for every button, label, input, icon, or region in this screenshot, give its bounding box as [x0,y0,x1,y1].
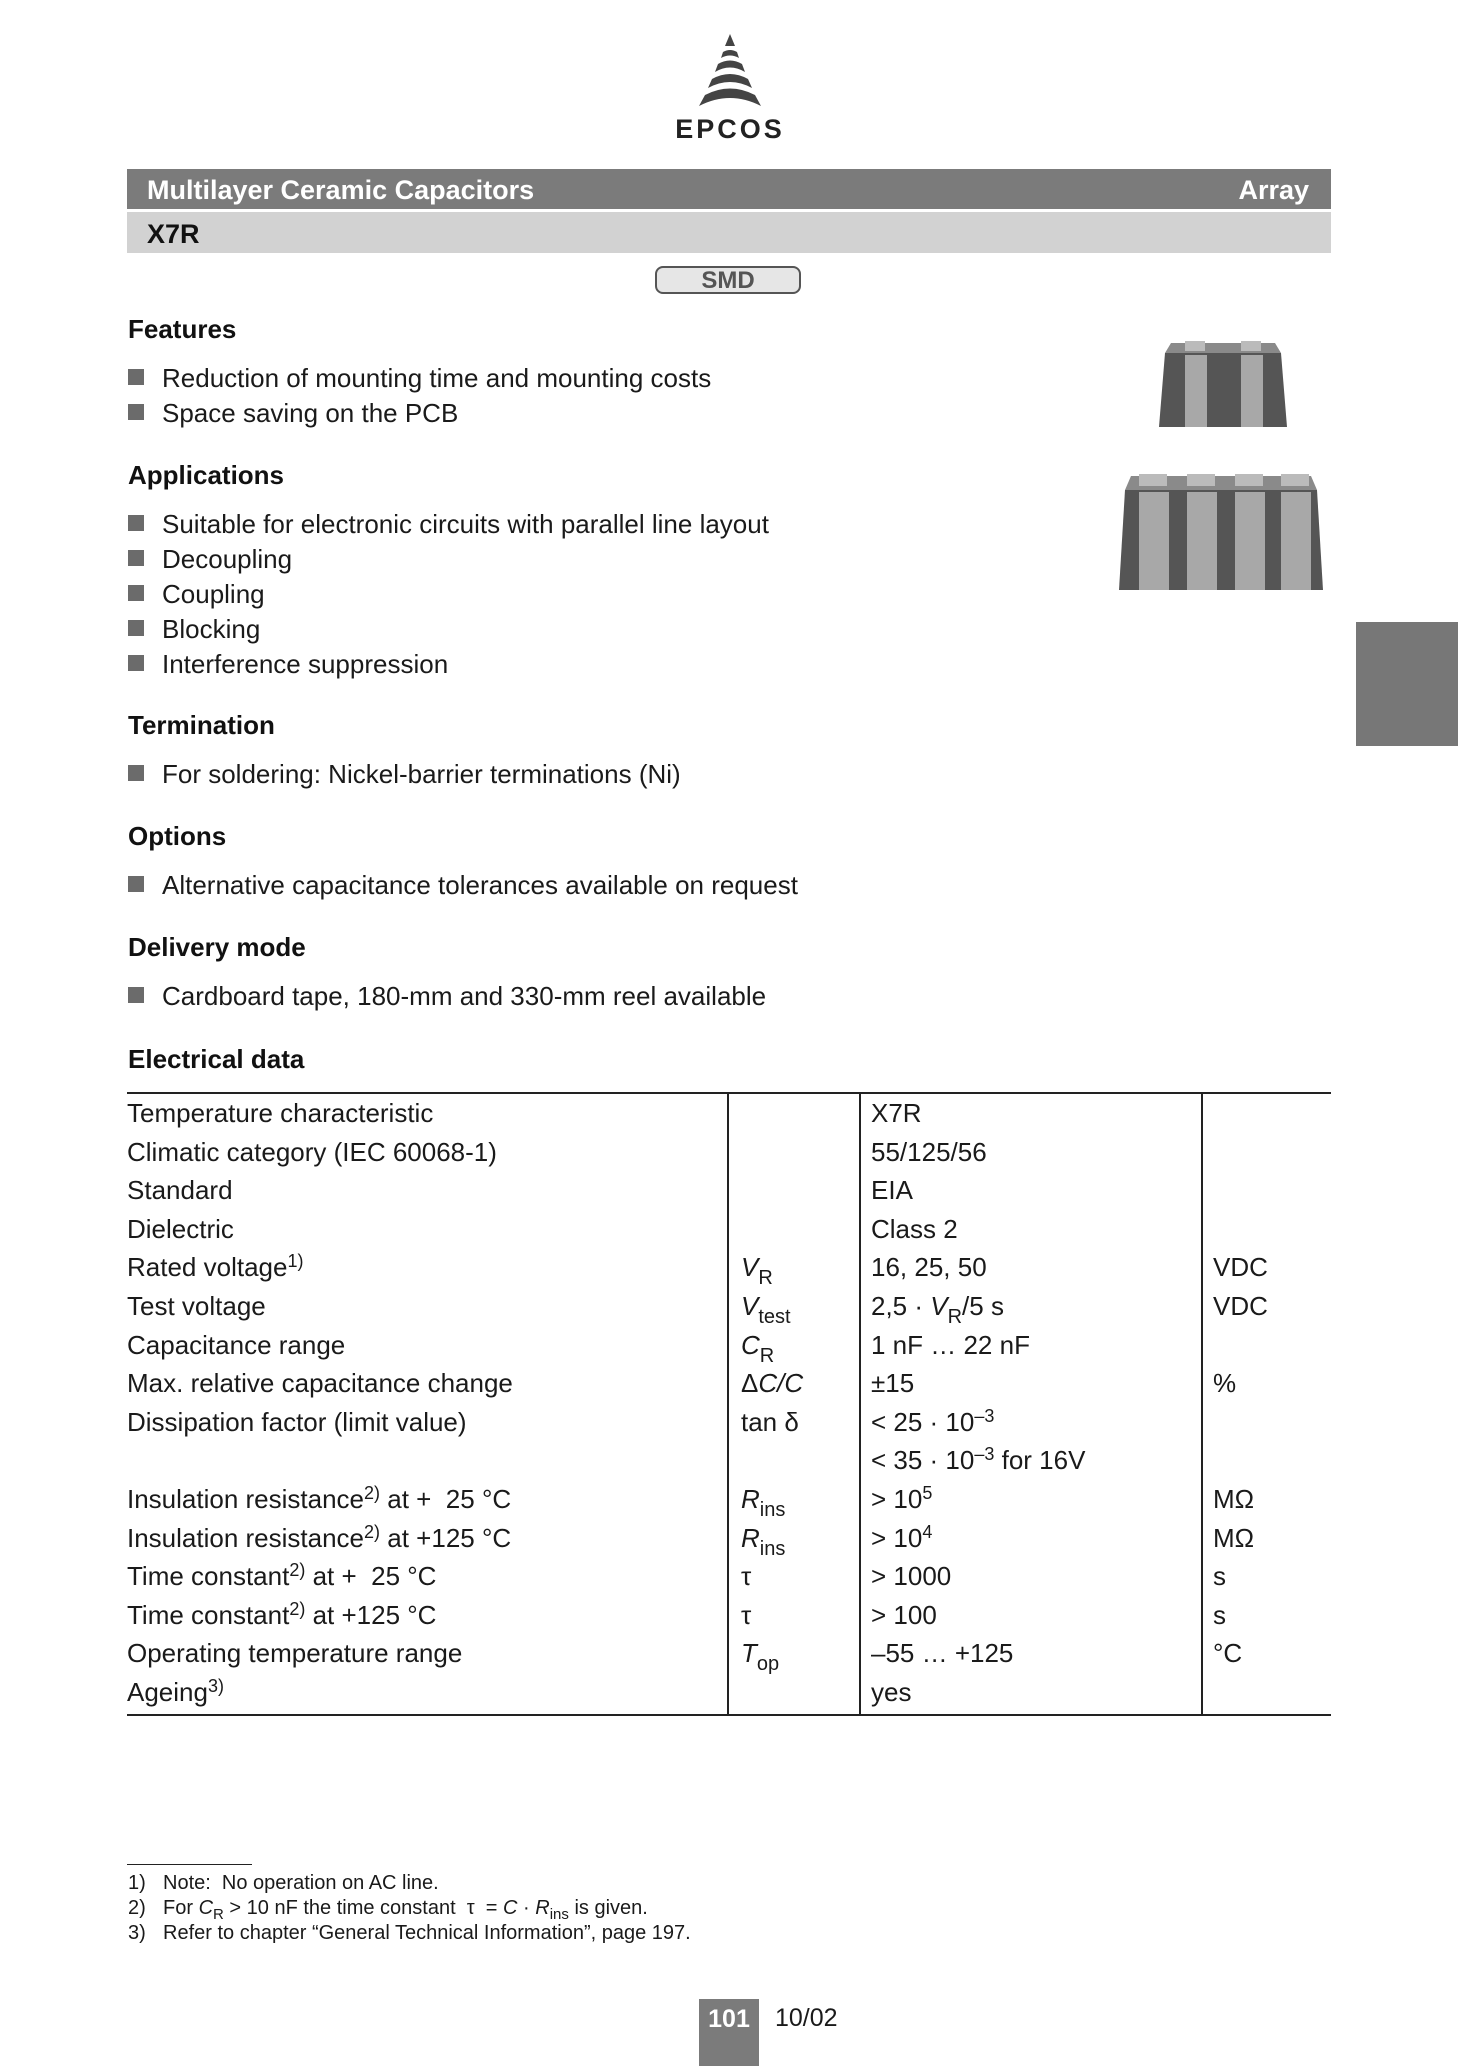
bullet-square-icon [128,369,144,385]
smd-badge-text: SMD [701,267,755,294]
smd-badge [655,265,801,295]
param-label [127,1443,728,1482]
document-title: Multilayer Ceramic Capacitors [147,175,535,205]
param-value: 1 nF … 22 nF [860,1328,1202,1367]
features-heading: Features [128,314,237,344]
param-symbol [728,1135,860,1174]
table-row [127,1173,1331,1212]
table-row [127,1443,1331,1482]
smd-logo-icon [655,265,801,295]
table-row [127,1482,1331,1521]
table-row [127,1405,1331,1444]
list-item: Suitable for electronic circuits with parallel line layout [128,509,769,540]
termination-heading: Termination [128,710,275,740]
param-value: 55/125/56 [860,1135,1202,1174]
param-symbol: τ [728,1598,860,1637]
table-row [127,1135,1331,1174]
param-symbol [728,1173,860,1212]
param-value: –55 … +125 [860,1636,1202,1675]
brand-name: EPCOS [675,114,785,144]
footnote: 2) For $C_R > 10$ nF the time constant $\tau = C \cdot R_{ins}$ is given. [128,1897,648,1923]
list-item: Coupling [128,579,265,610]
applications-heading: Applications [128,460,285,490]
param-value: < $35 \cdot 10^{-3}$ for 16V [860,1443,1202,1482]
bullet-square-icon [128,655,144,671]
param-unit [1202,1328,1331,1367]
document-subtitle: X7R [147,219,200,249]
param-unit: VDC [1213,1252,1268,1283]
param-label: Climatic category (IEC 60068-1) [127,1135,728,1174]
param-unit [1202,1675,1331,1715]
document-category: Array [1238,175,1309,205]
options-heading: Options [128,821,227,851]
page-number: 101 [699,1999,759,2066]
capacitor-array-2-image [1155,335,1291,435]
param-symbol [728,1675,860,1715]
param-symbol [728,1093,860,1135]
param-label: Time constant$^{2)}$ at +125 °C [127,1598,728,1637]
param-label: Max. relative capacitance change [127,1366,728,1405]
param-label: Rated voltage$^{1)}$ [127,1250,728,1289]
bullet-square-icon [128,550,144,566]
param-unit [1202,1093,1331,1135]
electrical-data-heading: Electrical data [128,1044,305,1074]
bullet-square-icon [128,876,144,892]
list-item: For soldering: Nickel-barrier terminations (Ni) [128,759,681,790]
param-unit [1202,1212,1331,1251]
page-date: 10/02 [775,2004,838,2032]
table-row [127,1289,1331,1328]
param-unit [1202,1405,1331,1444]
list-item: Space saving on the PCB [128,398,458,429]
table-row [127,1521,1331,1560]
param-value: > $10^4$ [860,1521,1202,1560]
table-row [127,1250,1331,1289]
param-value: yes [860,1675,1202,1715]
bullet-square-icon [128,515,144,531]
delivery-mode-heading: Delivery mode [128,932,306,962]
param-label: Capacitance range [127,1328,728,1367]
param-unit [1202,1135,1331,1174]
table-row [127,1366,1331,1405]
param-symbol: τ [728,1559,860,1598]
footnote: 3) Refer to chapter “General Technical Information”, page 197. [128,1922,691,1944]
param-value: 16, 25, 50 [860,1250,1202,1289]
table-row [127,1559,1331,1598]
param-label: Insulation resistance$^{2)}$ at + 25 °C [127,1482,728,1521]
subtitle-bar [127,212,1331,253]
param-symbol: $C_R$ [728,1328,860,1367]
param-value: Class 2 [860,1212,1202,1251]
param-unit: °C [1213,1638,1243,1669]
param-label: Test voltage [127,1289,728,1328]
param-value: > $10^5$ [860,1482,1202,1521]
table-row [127,1636,1331,1675]
param-symbol: $T_{op}$ [728,1636,860,1675]
param-label: Dielectric [127,1212,728,1251]
param-unit: MΩ [1213,1522,1255,1553]
list-item: Interference suppression [128,649,448,680]
param-unit [1202,1443,1331,1482]
list-item: Reduction of mounting time and mounting costs [128,363,711,394]
table-row [127,1212,1331,1251]
footnote: 1) Note: No operation on AC line. [128,1872,439,1894]
list-item: Cardboard tape, 180-mm and 330-mm reel available [128,981,766,1012]
bullet-square-icon [128,620,144,636]
param-label: Dissipation factor (limit value) [127,1405,728,1444]
param-symbol: $R_{ins}$ [728,1521,860,1560]
electrical-data-table [127,1092,1331,1716]
param-label: Ageing$^{3)}$ [127,1675,728,1715]
param-unit: VDC [1213,1290,1268,1321]
param-symbol: $R_{ins}$ [728,1482,860,1521]
param-label: Standard [127,1173,728,1212]
list-item: Alternative capacitance tolerances available on request [128,870,798,901]
param-value: ±15 [860,1366,1202,1405]
list-item: Decoupling [128,544,292,575]
param-value: X7R [860,1093,1202,1135]
param-value: < $25 \cdot 10^{-3}$ [860,1405,1202,1444]
param-value: EIA [860,1173,1202,1212]
param-symbol: $V_R$ [728,1250,860,1289]
param-unit: % [1213,1368,1237,1399]
list-item: Blocking [128,614,260,645]
param-label: Insulation resistance$^{2)}$ at +125 °C [127,1521,728,1560]
param-symbol [728,1212,860,1251]
param-symbol [728,1443,860,1482]
bullet-square-icon [128,585,144,601]
epcos-logo [660,34,800,144]
table-row [127,1328,1331,1367]
param-label: Operating temperature range [127,1636,728,1675]
table-row [127,1598,1331,1637]
bullet-square-icon [128,404,144,420]
table-row [127,1675,1331,1715]
param-unit: s [1213,1599,1226,1630]
param-symbol: tan δ [728,1405,860,1444]
title-bar [127,169,1331,209]
param-value: > 100 [860,1598,1202,1637]
param-value: > 1000 [860,1559,1202,1598]
side-tab-marker [1356,622,1458,746]
footnote-divider [127,1864,252,1865]
capacitor-array-4-image [1115,468,1327,598]
epcos-logo-icon [685,34,775,112]
param-symbol: $V_{test}$ [728,1289,860,1328]
bullet-square-icon [128,765,144,781]
param-unit: s [1213,1561,1226,1592]
param-label: Temperature characteristic [127,1093,728,1135]
param-label: Time constant$^{2)}$ at + 25 °C [127,1559,728,1598]
param-unit [1202,1173,1331,1212]
table-row [127,1093,1331,1135]
param-symbol: ΔC/C [728,1366,860,1405]
param-value: $2,5 \cdot V_R/5$ s [860,1289,1202,1328]
bullet-square-icon [128,987,144,1003]
param-unit: MΩ [1213,1483,1255,1514]
